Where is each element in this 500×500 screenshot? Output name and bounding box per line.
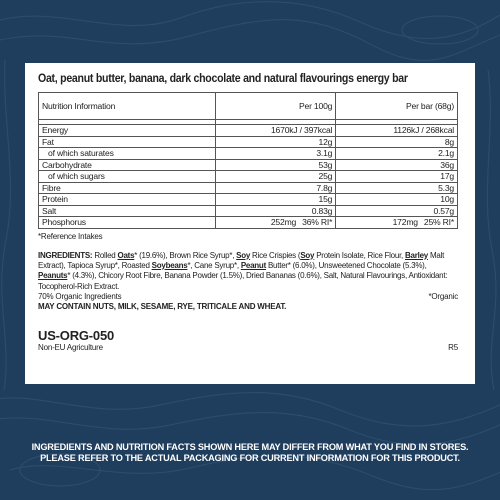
- ingredients-part: Rice Crispies (: [250, 250, 301, 260]
- row-perbar: 5.3g: [336, 182, 458, 194]
- row-per100: 0.83g: [215, 205, 336, 217]
- allergen-oats: Oats: [117, 250, 135, 260]
- row-per100: 12g: [215, 136, 336, 148]
- table-row: [39, 125, 458, 137]
- header-nutrition-information: Nutrition Information: [39, 93, 216, 120]
- row-label: Energy: [39, 125, 216, 137]
- ingredients-part: * (19.6%), Brown Rice Syrup*,: [134, 250, 237, 260]
- table-row: [39, 194, 458, 206]
- phosphorus-per100-ri: 36% RI*: [302, 217, 333, 228]
- disclaimer-line-2: PLEASE REFER TO THE ACTUAL PACKAGING FOR CURRENT INFORMATION FOR THIS PRODUCT.: [40, 453, 460, 463]
- organic-percentage: 70% Organic Ingredients: [38, 292, 122, 302]
- allergen-soy: Soy: [236, 250, 251, 260]
- organic-row: [38, 292, 458, 302]
- allergen-peanuts: Peanuts: [38, 271, 68, 281]
- row-per100: 25g: [215, 171, 336, 183]
- ingredients-part: Butter* (6.0%), Unsweetened Chocolate (5.3%),: [265, 260, 427, 270]
- disclaimer-footer: [0, 442, 500, 464]
- ingredients-part: * (4.3%), Chicory Root Fibre, Banana Powder (1.5%), Dried Bananas (0.6%), Salt, Natural Flavourings, Antioxidant: Tocopherol-Rich Extract.: [38, 271, 448, 291]
- header-per-100g: Per 100g: [215, 93, 336, 120]
- allergen-peanut: Peanut: [240, 260, 266, 270]
- table-row: [39, 182, 458, 194]
- table-row: [39, 136, 458, 148]
- ingredients-part: Rolled: [94, 250, 118, 260]
- reference-intakes-note: *Reference Intakes: [38, 231, 103, 241]
- row-label: Fibre: [39, 182, 216, 194]
- ingredients-part: Protein Isolate, Rice Flour,: [314, 250, 405, 260]
- row-label: Fat: [39, 136, 216, 148]
- label-card: [25, 63, 475, 384]
- ingredients-part: Malt Extract), Tapioca Syrup*, Roasted: [38, 250, 445, 270]
- row-perbar: 0.57g: [336, 205, 458, 217]
- allergy-warning: MAY CONTAIN NUTS, MILK, SESAME, RYE, TRITICALE AND WHEAT.: [38, 302, 287, 312]
- organic-note: *Organic: [428, 292, 458, 302]
- row-perbar: [336, 217, 458, 229]
- ingredients-part: *, Cane Syrup*,: [187, 260, 241, 270]
- ingredients-text: [38, 251, 458, 293]
- allergen-soybeans: Soybeans: [151, 260, 188, 270]
- row-perbar: 17g: [336, 171, 458, 183]
- table-header-row: [39, 93, 458, 120]
- ingredients-heading: INGREDIENTS:: [38, 250, 93, 260]
- row-perbar: 10g: [336, 194, 458, 206]
- row-label: Phosphorus: [39, 217, 216, 229]
- row-label: Protein: [39, 194, 216, 206]
- product-title: Oat, peanut butter, banana, dark chocolate and natural flavourings energy bar: [38, 73, 408, 85]
- allergen-soy: Soy: [300, 250, 315, 260]
- table-row: [39, 171, 458, 183]
- phosphorus-perbar-ri: 25% RI*: [423, 217, 454, 228]
- row-per100: 7.8g: [215, 182, 336, 194]
- header-per-bar: Per bar (68g): [336, 93, 458, 120]
- disclaimer-line-1: INGREDIENTS AND NUTRITION FACTS SHOWN HERE MAY DIFFER FROM WHAT YOU FIND IN STORES.: [31, 442, 469, 452]
- row-label: Salt: [39, 205, 216, 217]
- row-per100: 1670kJ / 397kcal: [215, 125, 336, 137]
- row-per100: 53g: [215, 159, 336, 171]
- table-row-phosphorus: [39, 217, 458, 229]
- version-code: R5: [448, 343, 458, 353]
- phosphorus-per100-amount: 252mg: [270, 217, 297, 228]
- table-row: [39, 159, 458, 171]
- row-perbar: 8g: [336, 136, 458, 148]
- row-perbar: 1126kJ / 268kcal: [336, 125, 458, 137]
- phosphorus-perbar-amount: 172mg: [392, 217, 418, 228]
- row-per100: 15g: [215, 194, 336, 206]
- row-label: Carbohydrate: [39, 159, 216, 171]
- organic-code: US-ORG-050: [38, 328, 115, 344]
- row-perbar: 2.1g: [336, 148, 458, 160]
- nutrition-table: [38, 92, 458, 229]
- allergen-barley: Barley: [405, 250, 428, 260]
- row-per100: 3.1g: [215, 148, 336, 160]
- row-label: of which sugars: [39, 171, 216, 183]
- row-label: of which saturates: [39, 148, 216, 160]
- table-row: [39, 148, 458, 160]
- row-perbar: 36g: [336, 159, 458, 171]
- row-per100: [215, 217, 336, 229]
- table-row: [39, 205, 458, 217]
- agriculture-origin: Non-EU Agriculture: [38, 343, 103, 353]
- agriculture-row: [38, 343, 458, 353]
